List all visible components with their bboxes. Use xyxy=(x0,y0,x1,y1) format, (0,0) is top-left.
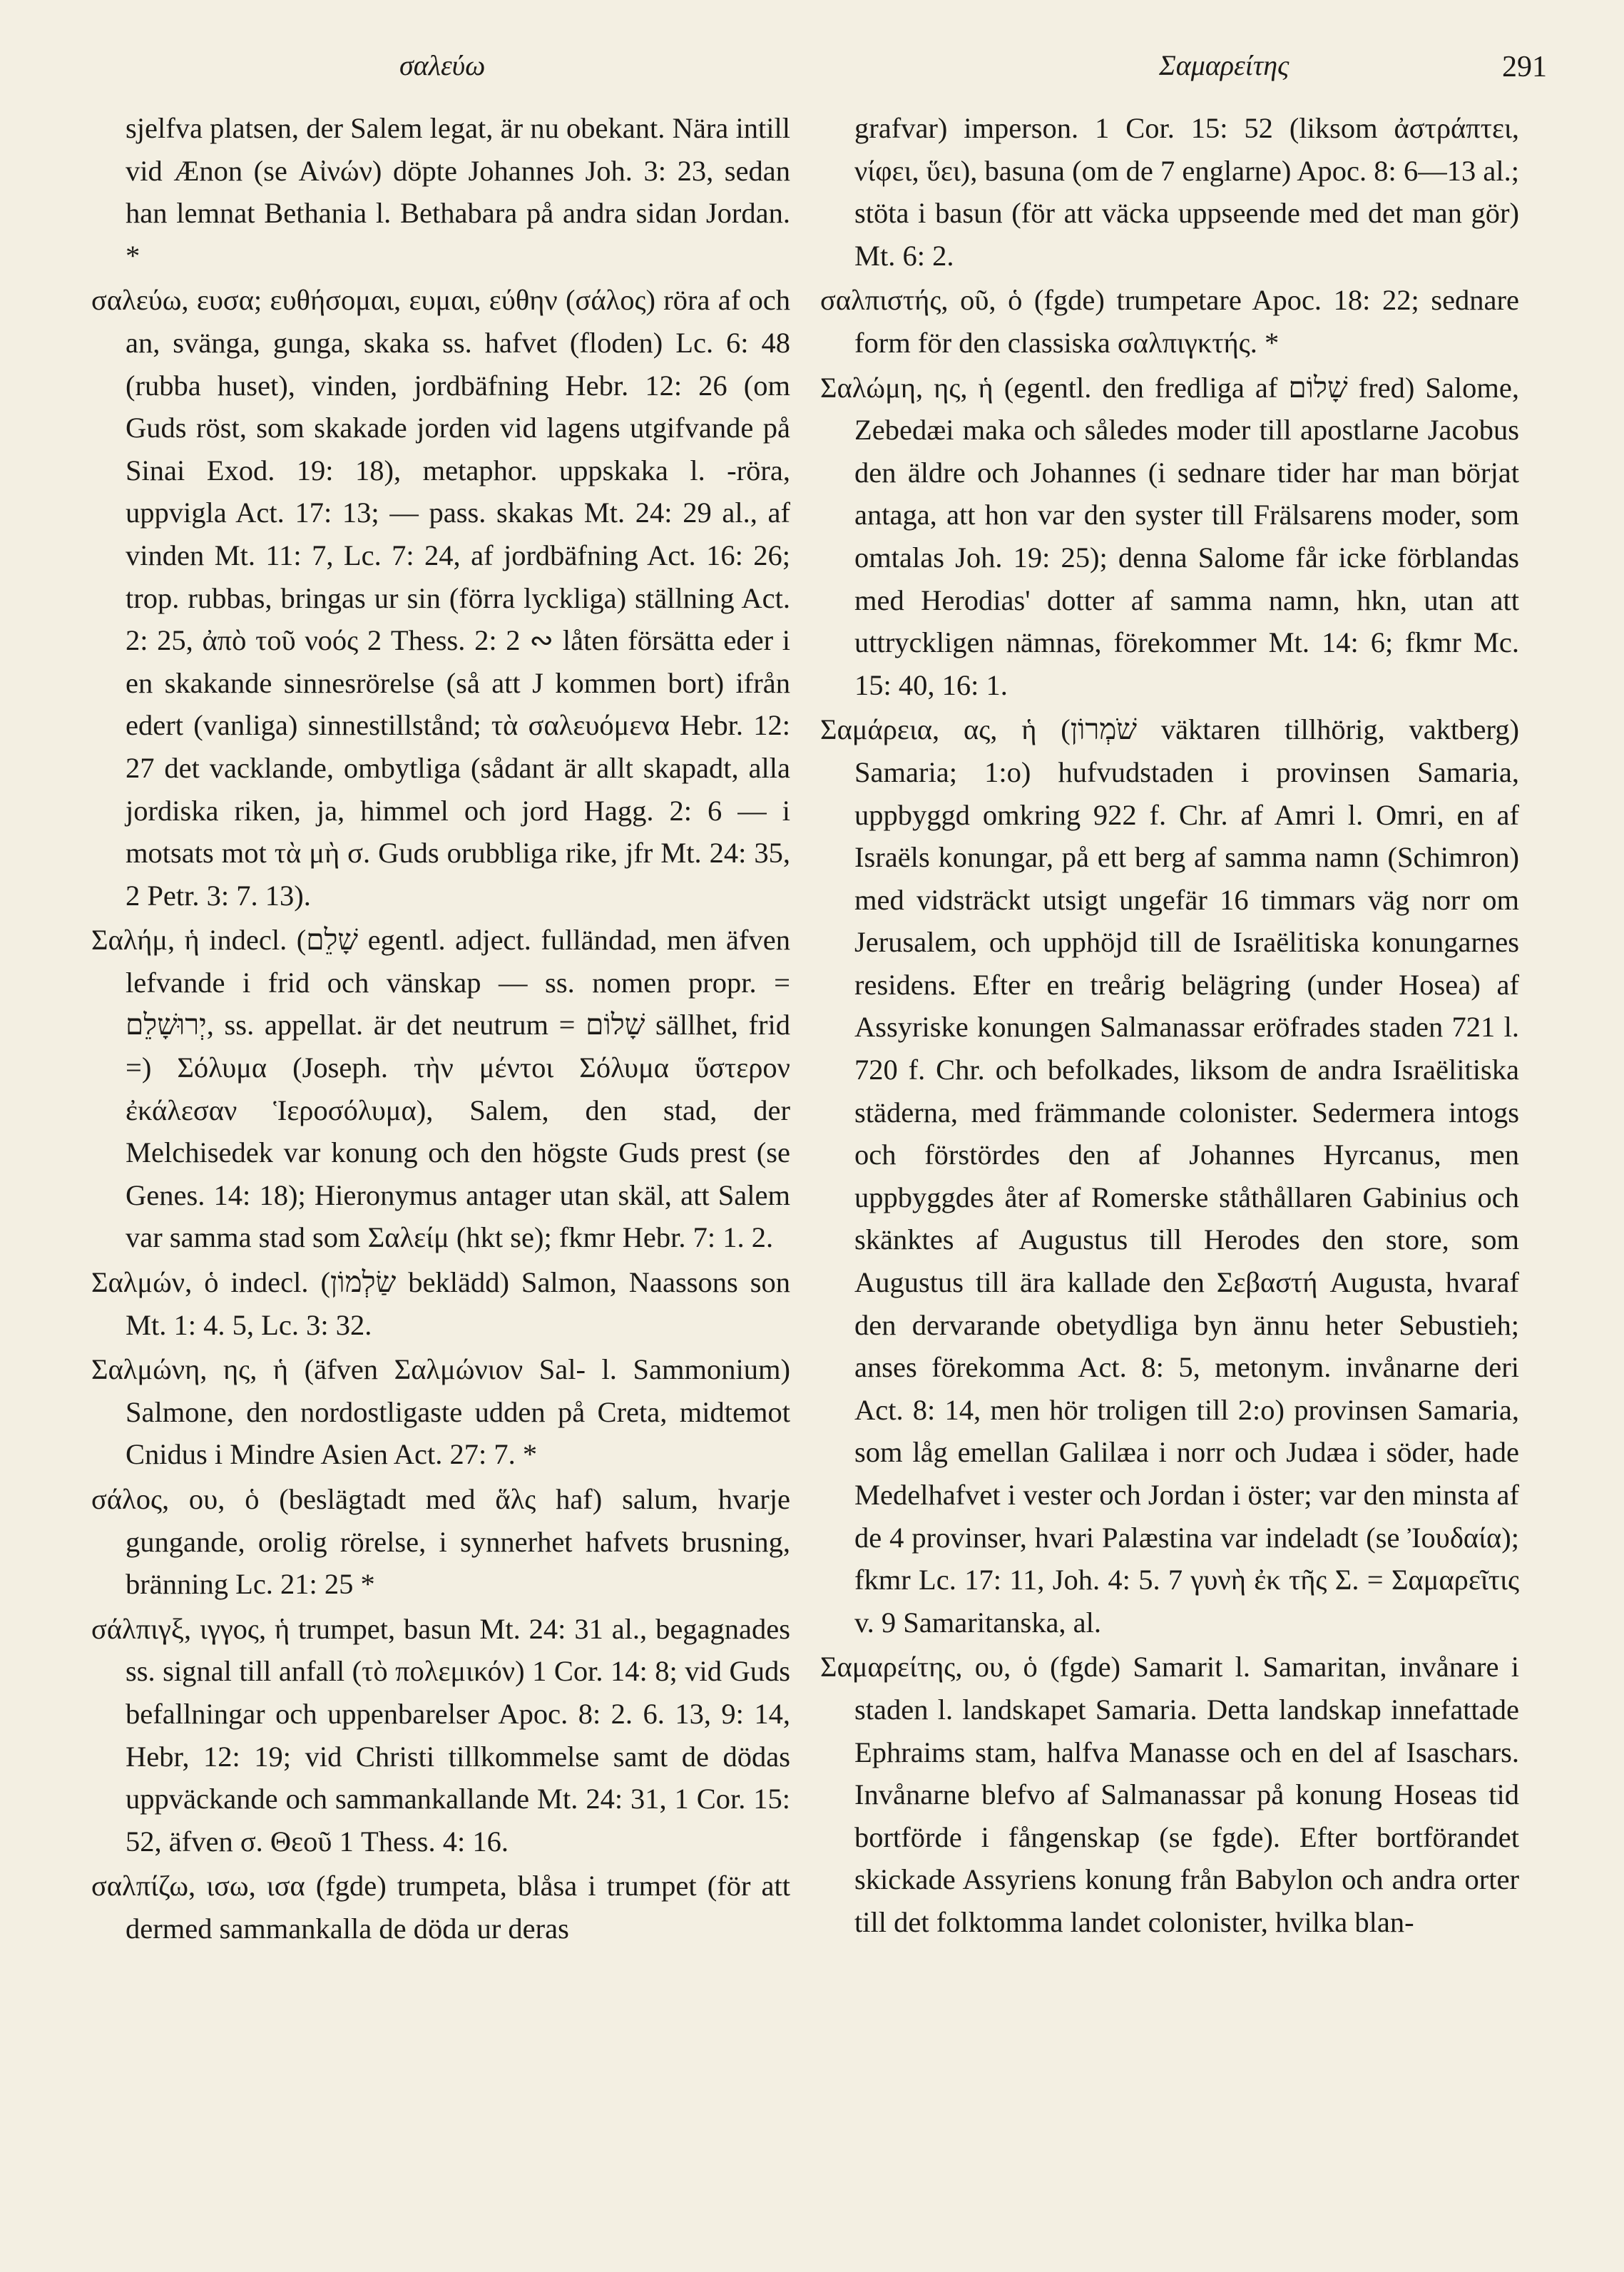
dictionary-entry: Σαλμώνη, ης, ἡ (äfven Σαλμώνιον Sal- l. Sammonium) Salmone, den nordostligaste udden på Creta, midtemot Cnidus i Mindre Asien Act. 27: 7. * xyxy=(91,1353,790,1471)
dictionary-entry: Σαμάρεια, ας, ἡ (שֹׁמְרוֹן väktaren tillhörig, vaktberg) Samaria; 1:o) hufvudstaden i provinsen Samaria, uppbyggd omkring 922 f. Chr. af Amri l. Omri, en af Israëls konungar, på ett berg af samma namn (Schimron) med vidsträckt utsigt ungefär 16 timmars väg norr om Jerusalem, och upphöjd till de Israëlitiska konungarnes residens. Efter en treårig belägring (under Hosea) af Assyriske konungen Salmanassar eröfrades staden 721 l. 720 f. Chr. och befolkades, liksom de andra Israëlitiska städerna, med främmande colonister. Sedermera intogs och förstördes den af Johannes Hyrcanus, men uppbyggdes åter af Romerske ståthållaren Gabinius och skänktes af Augustus till Herodes den store, som Augustus till ära kallade den Σεβαστή Augusta, hvaraf den dervarande obetydliga byn ännu heter Sebustieh; anses förekomma Act. 8: 5, metonym. invånarne deri Act. 8: 14, men hör troligen till 2:o) provinsen Samaria, som låg emellan Galilæa i norr och Judæa i söder, hade Medelhafvet i vester och Jordan i öster; var den minsta af de 4 provinser, hvari Palæstina var indeladt (se Ἰουδαία); fkmr Lc. 17: 11, Joh. 4: 5. 7 γυνὴ ἐκ τῆς Σ. = Σαμαρεῖτις v. 9 Samaritanska, al. xyxy=(820,713,1519,1639)
dictionary-entry: σάλπιγξ, ιγγος, ἡ trumpet, basun Mt. 24: 31 al., begagnades ss. signal till anfall (τὸ πολεμικόν) 1 Cor. 14: 8; vid Guds befallningar och uppenbarelser Apoc. 8: 2. 6. 13, 9: 14, Hebr, 12: 19; vid Christi tillkommelse samt de dödas uppväckande och sammankallande Mt. 24: 31, 1 Cor. 15: 52, äfven σ. Θεοῦ 1 Thess. 4: 16. xyxy=(91,1612,790,1858)
left-column xyxy=(91,107,790,1952)
right-running-head: Σαμαρείτης xyxy=(1159,49,1290,81)
dictionary-entry: σαλπίζω, ισω, ισα (fgde) trumpeta, blåsa i trumpet (för att dermed sammankalla de döda ur deras xyxy=(91,1870,790,1945)
dictionary-entry: Σαλώμη, ης, ἡ (egentl. den fredliga af שָׁלוֹם fred) Salome, Zebedæi maka och således moder till apostlarne Jacobus den äldre och Johannes (i sednare tider har man börjat antaga, att hon var den syster till Frälsarens moder, som omtalas Joh. 19: 25); denna Salome får icke förblandas med Herodias' dotter af samma namn, hkn, utan att uttryckligen nämnas, förekommer Mt. 14: 6; fkmr Mc. 15: 40, 16: 1. xyxy=(820,371,1519,701)
dictionary-entry: grafvar) imperson. 1 Cor. 15: 52 (liksom ἀστράπτει, νίφει, ὕει), basuna (om de 7 englarne) Apoc. 8: 6—13 al.; stöta i basun (för att väcka uppseende med det man gör) Mt. 6: 2. xyxy=(854,112,1519,272)
dictionary-entry: σαλπιστής, οῦ, ὁ (fgde) trumpetare Apoc. 18: 22; sednare form för den classiska σαλπιγκτής. * xyxy=(820,284,1519,359)
page-number: 291 xyxy=(1502,51,1547,83)
right-column xyxy=(820,107,1519,1946)
dictionary-entry: sjelfva platsen, der Salem legat, är nu obekant. Nära intill vid Ænon (se Αἰνών) döpte Johannes Joh. 3: 23, sedan han lemnat Bethania l. Bethabara på andra sidan Jordan. * xyxy=(126,112,790,272)
dictionary-entry: Σαλήμ, ἡ indecl. (שָׁלֵם egentl. adject. fulländad, men äfven lefvande i frid och vänskap — ss. nomen propr. = יְרוּשָׁלֵם, ss. appellat. är det neutrum = שָׁלוֹם sällhet, frid =) Σόλυμα (Joseph. τὴν μέντοι Σόλυμα ὕστερον ἐκάλεσαν Ἱεροσόλυμα), Salem, den stad, der Melchisedek var konung och den högste Guds prest (se Genes. 14: 18); Hieronymus antager utan skäl, att Salem var samma stad som Σαλείμ (hkt se); fkmr Hebr. 7: 1. 2. xyxy=(91,924,790,1254)
dictionary-entry: σάλος, ου, ὁ (beslägtadt med ἅλς haf) salum, hvarje gungande, orolig rörelse, i synnerhet hafvets brusning, bränning Lc. 21: 25 * xyxy=(91,1483,790,1601)
dictionary-entry: σαλεύω, ευσα; ευθήσομαι, ευμαι, εύθην (σάλος) röra af och an, svänga, gunga, skaka ss. hafvet (floden) Lc. 6: 48 (rubba huset), vinden, jordbäfning Hebr. 12: 26 (om Guds röst, som skakade jorden vid lagens utgifvande på Sinai Exod. 19: 18), metaphor. uppskaka l. -röra, uppvigla Act. 17: 13; — pass. skakas Mt. 24: 29 al., af vinden Mt. 11: 7, Lc. 7: 24, af jordbäfning Act. 16: 26; trop. rubbas, bringas ur sin (förra lyckliga) ställning Act. 2: 25, ἀπὸ τοῦ νοός 2 Thess. 2: 2 ∾ låten försätta eder i en skakande sinnesrörelse (så att J kommen bort) ifrån edert (vanliga) sinnestillstånd; τὰ σαλευόμενα Hebr. 12: 27 det vacklande, ombytliga (sådant är allt skapadt, alla jordiska riken, ja, himmel och jord Hagg. 2: 6 — i motsats mot τὰ μὴ σ. Guds orubbliga rike, jfr Mt. 24: 35, 2 Petr. 3: 7. 13). xyxy=(91,284,790,912)
left-running-head: σαλεύω xyxy=(399,49,486,81)
dictionary-entry: Σαμαρείτης, ου, ὁ (fgde) Samarit l. Samaritan, invånare i staden l. landskapet Samaria. Detta landskap innefattade Ephraims stam, halfva Manasse och en del af Isaschars. Invånarne blefvo af Salmanassar på konung Hoseas tid bortförde i fångenskap (se fgde). Efter bortförandet skickade Assyriens konung från Babylon och andra orter till det folktomma landet colonister, hvilka blan- xyxy=(820,1651,1519,1938)
dictionary-entry: Σαλμών, ὁ indecl. (שַׂלְמוֹן beklädd) Salmon, Naassons son Mt. 1: 4. 5, Lc. 3: 32. xyxy=(91,1266,790,1341)
